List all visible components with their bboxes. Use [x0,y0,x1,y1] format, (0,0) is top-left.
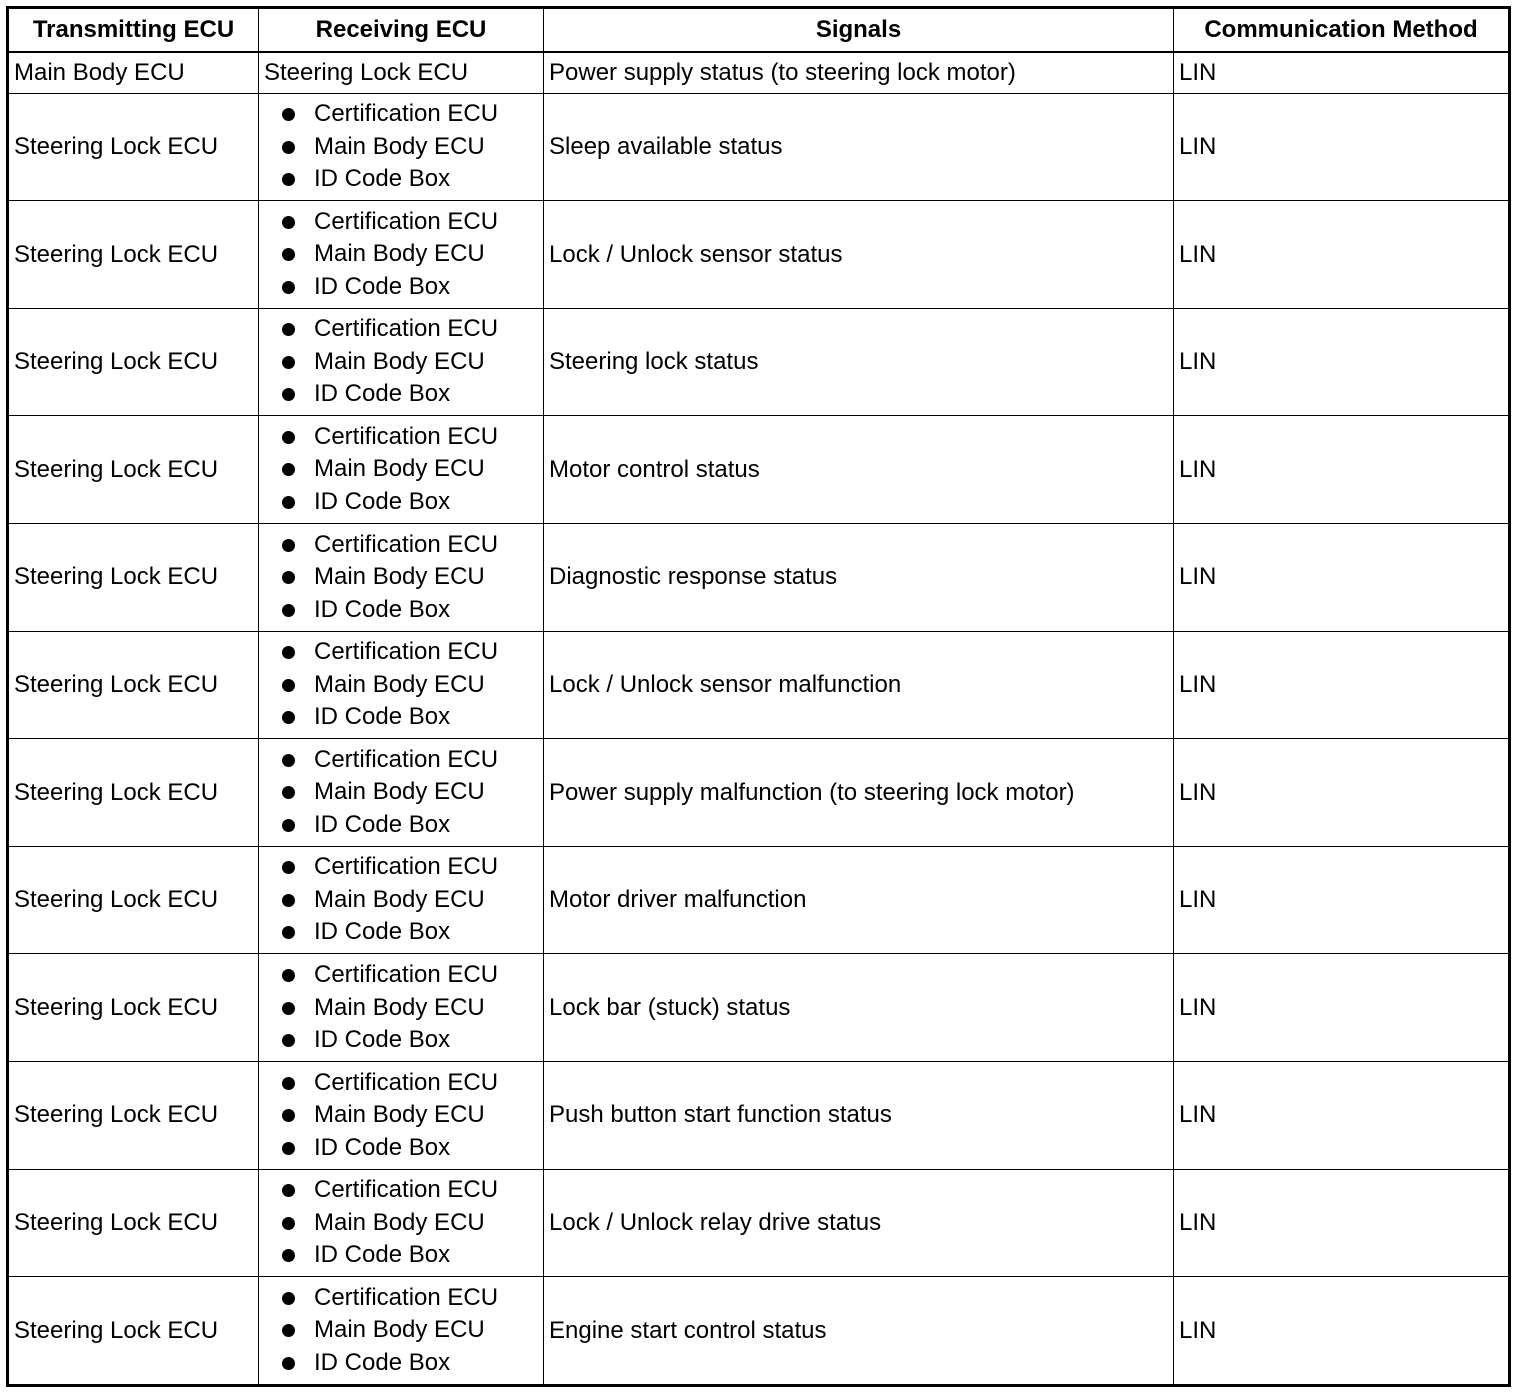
bullet-icon [282,539,295,552]
list-item [282,486,543,519]
receiving-ecu-cell [259,739,544,847]
receiving-ecu-name: ID Code Box [314,703,451,731]
bullet-icon [282,108,295,121]
header-signals: Signals [544,8,1174,53]
receiving-ecu-name: ID Code Box [314,1241,451,1269]
communication-method-cell: LIN [1174,201,1510,309]
list-item [282,1024,543,1057]
bullet-icon [282,281,295,294]
header-communication-method: Communication Method [1174,8,1510,53]
bullet-icon [282,894,295,907]
receiving-ecu-name: Main Body ECU [314,1316,485,1344]
list-item [282,346,543,379]
table-row [8,846,1510,954]
transmitting-ecu-cell: Main Body ECU [8,52,259,93]
receiving-ecu-name: ID Code Box [314,1026,451,1054]
receiving-ecu-cell [259,954,544,1062]
receiving-ecu-name: ID Code Box [314,1133,451,1161]
communication-method-cell: LIN [1174,846,1510,954]
bullet-icon [282,496,295,509]
receiving-ecu-list [264,636,543,734]
list-item [282,1099,543,1132]
list-item [282,561,543,594]
header-row [8,8,1510,53]
list-item [282,776,543,809]
table-row [8,308,1510,416]
communication-method-cell: LIN [1174,524,1510,632]
header-transmitting-ecu: Transmitting ECU [8,8,259,53]
receiving-ecu-cell [259,93,544,201]
signal-cell: Steering lock status [544,308,1174,416]
list-item [282,1174,543,1207]
bullet-icon [282,1184,295,1197]
communication-method-cell: LIN [1174,52,1510,93]
list-item [282,809,543,842]
list-item [282,636,543,669]
bullet-icon [282,679,295,692]
list-item [282,701,543,734]
bullet-icon [282,861,295,874]
receiving-ecu-list [264,851,543,949]
receiving-ecu-list [264,313,543,411]
communication-method-cell: LIN [1174,93,1510,201]
signal-cell: Lock / Unlock sensor malfunction [544,631,1174,739]
list-item [282,238,543,271]
list-item [282,1067,543,1100]
transmitting-ecu-cell: Steering Lock ECU [8,416,259,524]
receiving-ecu-cell [259,846,544,954]
bullet-icon [282,431,295,444]
signal-cell: Motor control status [544,416,1174,524]
bullet-icon [282,1357,295,1370]
list-item [282,744,543,777]
list-item [282,884,543,917]
receiving-ecu-name: Steering Lock ECU [264,58,469,86]
communication-method-cell: LIN [1174,416,1510,524]
bullet-icon [282,173,295,186]
receiving-ecu-cell [259,1277,544,1386]
receiving-ecu-list [264,1174,543,1272]
bullet-icon [282,819,295,832]
communication-method-cell: LIN [1174,954,1510,1062]
receiving-ecu-name: Certification ECU [314,100,499,128]
receiving-ecu-name: Certification ECU [314,638,499,666]
transmitting-ecu-cell: Steering Lock ECU [8,954,259,1062]
transmitting-ecu-cell: Steering Lock ECU [8,1062,259,1170]
receiving-ecu-list [264,98,543,196]
list-item [282,1239,543,1272]
bullet-icon [282,1109,295,1122]
bullet-icon [282,1292,295,1305]
table-row [8,631,1510,739]
receiving-ecu-name: Certification ECU [314,1176,499,1204]
list-item [282,851,543,884]
transmitting-ecu-cell: Steering Lock ECU [8,1169,259,1277]
bullet-icon [282,323,295,336]
receiving-ecu-cell [259,524,544,632]
receiving-ecu-name: Main Body ECU [314,1208,485,1236]
list-item [282,1282,543,1315]
table-row [8,416,1510,524]
receiving-ecu-list [264,1067,543,1165]
list-item [282,313,543,346]
communication-method-cell: LIN [1174,1169,1510,1277]
header-receiving-ecu: Receiving ECU [259,8,544,53]
bullet-icon [282,141,295,154]
list-item [282,453,543,486]
signal-cell: Push button start function status [544,1062,1174,1170]
list-item [282,1314,543,1347]
list-item [282,916,543,949]
receiving-ecu-name: ID Code Box [314,1348,451,1376]
table-row [8,52,1510,93]
receiving-ecu-name: Certification ECU [314,853,499,881]
receiving-ecu-cell [259,631,544,739]
receiving-ecu-name: Certification ECU [314,1068,499,1096]
communication-method-cell: LIN [1174,1277,1510,1386]
table-header [8,8,1510,53]
bullet-icon [282,711,295,724]
signal-cell: Engine start control status [544,1277,1174,1386]
bullet-icon [282,1217,295,1230]
table-row [8,93,1510,201]
receiving-ecu-name: Main Body ECU [314,132,485,160]
bullet-icon [282,969,295,982]
transmitting-ecu-cell: Steering Lock ECU [8,739,259,847]
receiving-ecu-name: Main Body ECU [314,455,485,483]
bullet-icon [282,1034,295,1047]
transmitting-ecu-cell: Steering Lock ECU [8,631,259,739]
receiving-ecu-name: Main Body ECU [314,347,485,375]
transmitting-ecu-cell: Steering Lock ECU [8,93,259,201]
signal-cell: Lock bar (stuck) status [544,954,1174,1062]
transmitting-ecu-cell: Steering Lock ECU [8,1277,259,1386]
list-item [282,992,543,1025]
receiving-ecu-name: ID Code Box [314,165,451,193]
bullet-icon [282,463,295,476]
receiving-ecu-list [264,206,543,304]
receiving-ecu-name: ID Code Box [314,487,451,515]
receiving-ecu-name: Certification ECU [314,315,499,343]
bullet-icon [282,1002,295,1015]
list-item [282,98,543,131]
transmitting-ecu-cell: Steering Lock ECU [8,201,259,309]
table-body [8,52,1510,1386]
signal-cell: Power supply malfunction (to steering lock motor) [544,739,1174,847]
receiving-ecu-name: Main Body ECU [314,670,485,698]
bullet-icon [282,1077,295,1090]
list-item [282,206,543,239]
receiving-ecu-name: Certification ECU [314,1283,499,1311]
list-item [282,1132,543,1165]
table-row [8,1062,1510,1170]
communication-method-cell: LIN [1174,1062,1510,1170]
receiving-ecu-cell [259,1062,544,1170]
receiving-ecu-name: ID Code Box [314,595,451,623]
receiving-ecu-name: Main Body ECU [314,563,485,591]
receiving-ecu-cell [259,52,544,93]
communication-method-cell: LIN [1174,739,1510,847]
list-item [282,594,543,627]
communication-method-cell: LIN [1174,308,1510,416]
bullet-icon [282,571,295,584]
transmitting-ecu-cell: Steering Lock ECU [8,846,259,954]
signal-cell: Motor driver malfunction [544,846,1174,954]
receiving-ecu-name: Certification ECU [314,530,499,558]
receiving-ecu-cell [259,308,544,416]
receiving-ecu-name: Main Body ECU [314,240,485,268]
receiving-ecu-name: Certification ECU [314,745,499,773]
receiving-ecu-name: ID Code Box [314,272,451,300]
bullet-icon [282,754,295,767]
table-row [8,201,1510,309]
transmitting-ecu-cell: Steering Lock ECU [8,524,259,632]
receiving-ecu-name: Certification ECU [314,422,499,450]
receiving-ecu-name: Main Body ECU [314,993,485,1021]
receiving-ecu-name: Main Body ECU [314,1101,485,1129]
receiving-ecu-cell [259,1169,544,1277]
list-item [282,529,543,562]
table-row [8,1277,1510,1386]
list-item [282,959,543,992]
receiving-ecu-name: ID Code Box [314,380,451,408]
receiving-ecu-name: Main Body ECU [314,778,485,806]
receiving-ecu-cell [259,416,544,524]
list-item [282,271,543,304]
signal-cell: Lock / Unlock relay drive status [544,1169,1174,1277]
signal-cell: Power supply status (to steering lock motor) [544,52,1174,93]
list-item [282,131,543,164]
receiving-ecu-name: Certification ECU [314,961,499,989]
bullet-icon [282,248,295,261]
receiving-ecu-name: ID Code Box [314,810,451,838]
bullet-icon [282,1249,295,1262]
list-item [282,1207,543,1240]
receiving-ecu-list [264,421,543,519]
signal-cell: Lock / Unlock sensor status [544,201,1174,309]
receiving-ecu-name: Main Body ECU [314,885,485,913]
receiving-ecu-name: Certification ECU [314,207,499,235]
bullet-icon [282,216,295,229]
list-item [282,163,543,196]
bullet-icon [282,646,295,659]
receiving-ecu-list [264,959,543,1057]
receiving-ecu-cell [259,201,544,309]
bullet-icon [282,356,295,369]
receiving-ecu-list [264,744,543,842]
list-item [282,669,543,702]
receiving-ecu-list [264,529,543,627]
list-item [282,421,543,454]
communication-table [6,6,1511,1387]
list-item [282,378,543,411]
table-row [8,524,1510,632]
bullet-icon [282,1324,295,1337]
receiving-ecu-name: ID Code Box [314,918,451,946]
bullet-icon [282,388,295,401]
table-row [8,954,1510,1062]
table-row [8,1169,1510,1277]
bullet-icon [282,1142,295,1155]
bullet-icon [282,604,295,617]
receiving-ecu-list [264,1282,543,1380]
bullet-icon [282,926,295,939]
communication-method-cell: LIN [1174,631,1510,739]
table-row [8,739,1510,847]
list-item [282,1347,543,1380]
bullet-icon [282,786,295,799]
signal-cell: Sleep available status [544,93,1174,201]
signal-cell: Diagnostic response status [544,524,1174,632]
transmitting-ecu-cell: Steering Lock ECU [8,308,259,416]
